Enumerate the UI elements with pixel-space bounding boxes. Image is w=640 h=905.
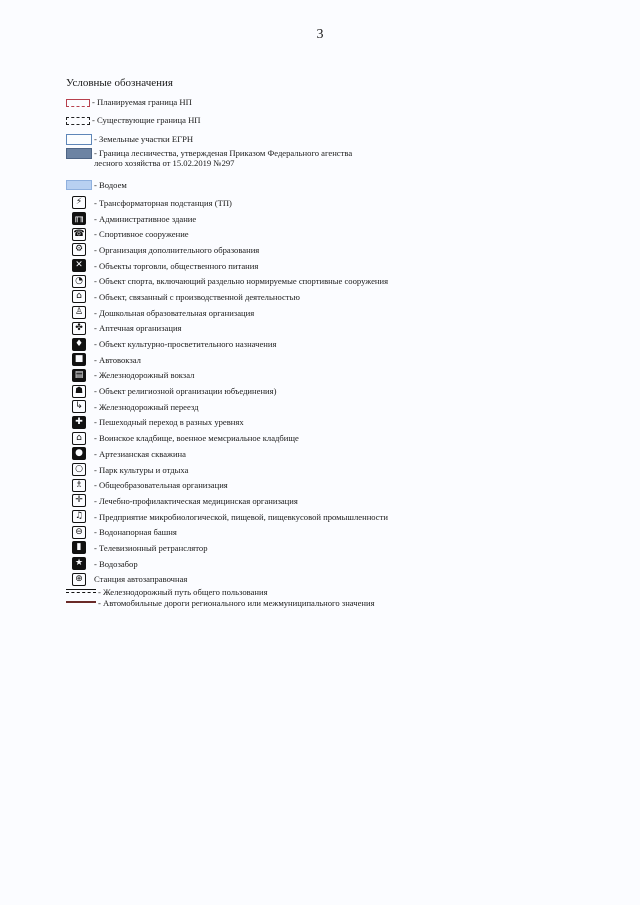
legend-item-industry	[66, 289, 586, 305]
legend-label: - Существующие граница НП	[92, 115, 201, 125]
legend-label: - Объект, связанный с производственной деятельностью	[94, 291, 300, 302]
legend	[66, 77, 586, 609]
legend-title: Условные обозначения	[66, 77, 173, 89]
legend-item-pedestrian-crossing	[66, 415, 586, 431]
legend-label: - Пешеходный переход в разных уревнях	[94, 417, 244, 428]
legend-item-forestry-boundary	[66, 148, 586, 175]
industry-icon: ⌂	[72, 290, 86, 303]
legend-label: - Трансформаторная подстанция (ТП)	[94, 197, 232, 208]
legend-item-pharmacy	[66, 321, 586, 337]
legend-item-extra-education	[66, 242, 586, 258]
legend-item-existing-boundary	[66, 115, 586, 134]
legend-item-culture	[66, 336, 586, 352]
legend-label: - Аптечная организация	[94, 323, 182, 334]
bus-station-icon: ■	[72, 353, 86, 366]
pharmacy-icon: ✤	[72, 322, 86, 335]
legend-label: - Водонапорная башня	[94, 527, 177, 538]
legend-item-admin-building	[66, 211, 586, 227]
sports-facility-icon: ☎	[73, 228, 85, 239]
legend-item-tv-relay	[66, 540, 586, 556]
existing-boundary-swatch	[66, 117, 90, 125]
medical-icon: ✛	[72, 494, 86, 507]
legend-item-bus-station	[66, 352, 586, 368]
legend-label: - Парк культуры и отдыха	[94, 464, 189, 475]
legend-label: Станция автозаправочная	[94, 574, 188, 585]
legend-label: - Автомобильные дороги регионального или межмуниципального значения	[98, 598, 375, 609]
legend-label: - Объект спорта, включающий раздельно нормируемые спортивные сооружения	[94, 276, 389, 287]
legend-label: - Спортивное сооружение	[94, 229, 189, 240]
water-body-swatch	[66, 180, 92, 190]
transformer-icon: ⚡	[72, 196, 86, 209]
railway-station-icon: ▤	[72, 369, 86, 382]
legend-item-preschool	[66, 305, 586, 321]
legend-label: - Объект культурно-просветительного назначения	[94, 339, 277, 350]
legend-item-water-body	[66, 175, 586, 195]
road-line-swatch	[66, 601, 96, 607]
legend-item-transformer	[66, 195, 586, 211]
railway-line-swatch	[66, 589, 96, 595]
legend-label: - Водозабор	[94, 558, 138, 569]
legend-item-trade	[66, 258, 586, 274]
legend-label: - Административное здание	[94, 213, 197, 224]
sport-complex-icon: ◔	[72, 275, 86, 288]
legend-label: - Дошкольная образовательная организация	[94, 307, 255, 318]
legend-label: - Объекты торговли, общественного питания	[94, 260, 259, 271]
legend-item-water-tower	[66, 524, 586, 540]
legend-item-land-parcel	[66, 134, 586, 148]
pedestrian-crossing-icon: ✚	[72, 416, 86, 429]
legend-item-park	[66, 462, 586, 478]
legend-item-medical	[66, 493, 586, 509]
legend-label: - Лечебно-профилактическая медицинская организация	[94, 495, 298, 506]
preschool-icon: ♙	[72, 306, 86, 319]
trade-icon: ✕	[72, 259, 86, 272]
land-parcel-swatch	[66, 134, 92, 145]
legend-label	[92, 148, 352, 168]
legend-label: - Объект религиозной организации юбъединения)	[94, 386, 277, 397]
legend-label: - Железнодорожный путь общего пользования	[98, 587, 268, 598]
legend-objects	[66, 195, 586, 587]
legend-item-railway-crossing	[66, 399, 586, 415]
legend-item-planned-boundary	[66, 97, 586, 115]
park-icon: ○	[72, 463, 86, 476]
admin-building-icon: ╓╖	[73, 213, 85, 224]
legend-label-line: - Граница лесничества, утвержденая Приказом Федерального агенства	[94, 148, 353, 158]
legend-item-religious	[66, 383, 586, 399]
religious-icon: ☗	[72, 385, 86, 398]
legend-item-sport-complex	[66, 273, 586, 289]
legend-item-fuel-station	[66, 572, 586, 588]
legend-label: - Земельные участки ЕГРН	[94, 134, 194, 144]
legend-item-school	[66, 477, 586, 493]
food-industry-icon: ♫	[72, 510, 86, 523]
legend-label-line: лесного хозяйства от 15.02.2019 №297	[94, 158, 235, 168]
legend-label: - Железнодорожный вокзал	[94, 370, 195, 381]
water-tower-icon: ⊖	[72, 526, 86, 539]
legend-item-artesian-well	[66, 446, 586, 462]
legend-label: - Предприятие микробиологической, пищевой, пищевкусовой промышленности	[94, 511, 388, 522]
legend-label: - Железнодорожный переезд	[94, 401, 199, 412]
legend-label: - Общеобразовательная организация	[94, 480, 228, 491]
legend-item-cemetery	[66, 430, 586, 446]
legend-item-water-intake	[66, 556, 586, 572]
legend-item-sports-facility	[66, 226, 586, 242]
extra-education-icon: ⚙	[72, 243, 86, 256]
legend-label: - Воинское кладбище, военное мемсриальное кладбище	[94, 433, 299, 444]
legend-item-railway-line	[66, 587, 586, 598]
forestry-boundary-swatch	[66, 148, 92, 159]
cemetery-icon: ⌂	[72, 432, 86, 445]
railway-crossing-icon: ↳	[72, 400, 86, 413]
tv-relay-icon: ▮	[72, 541, 86, 554]
legend-label: - Водоем	[94, 180, 127, 190]
legend-item-food-industry	[66, 509, 586, 525]
water-intake-icon: ★	[72, 557, 86, 570]
artesian-well-icon: ●	[72, 447, 86, 460]
culture-icon: ♦	[72, 338, 86, 351]
fuel-station-icon: ⊕	[72, 573, 86, 586]
legend-label: - Организация дополнительного образования	[94, 244, 260, 255]
page-number: 3	[316, 27, 324, 42]
legend-item-road-line	[66, 598, 586, 609]
legend-label: - Телевизионный ретранслятор	[94, 542, 208, 553]
legend-label: - Артезианская скважина	[94, 448, 186, 459]
planned-boundary-swatch	[66, 99, 90, 107]
legend-label: - Планируемая граница НП	[92, 97, 192, 107]
legend-label: - Автовокзал	[94, 354, 141, 365]
legend-item-railway-station	[66, 368, 586, 384]
school-icon: ♗	[72, 479, 86, 492]
